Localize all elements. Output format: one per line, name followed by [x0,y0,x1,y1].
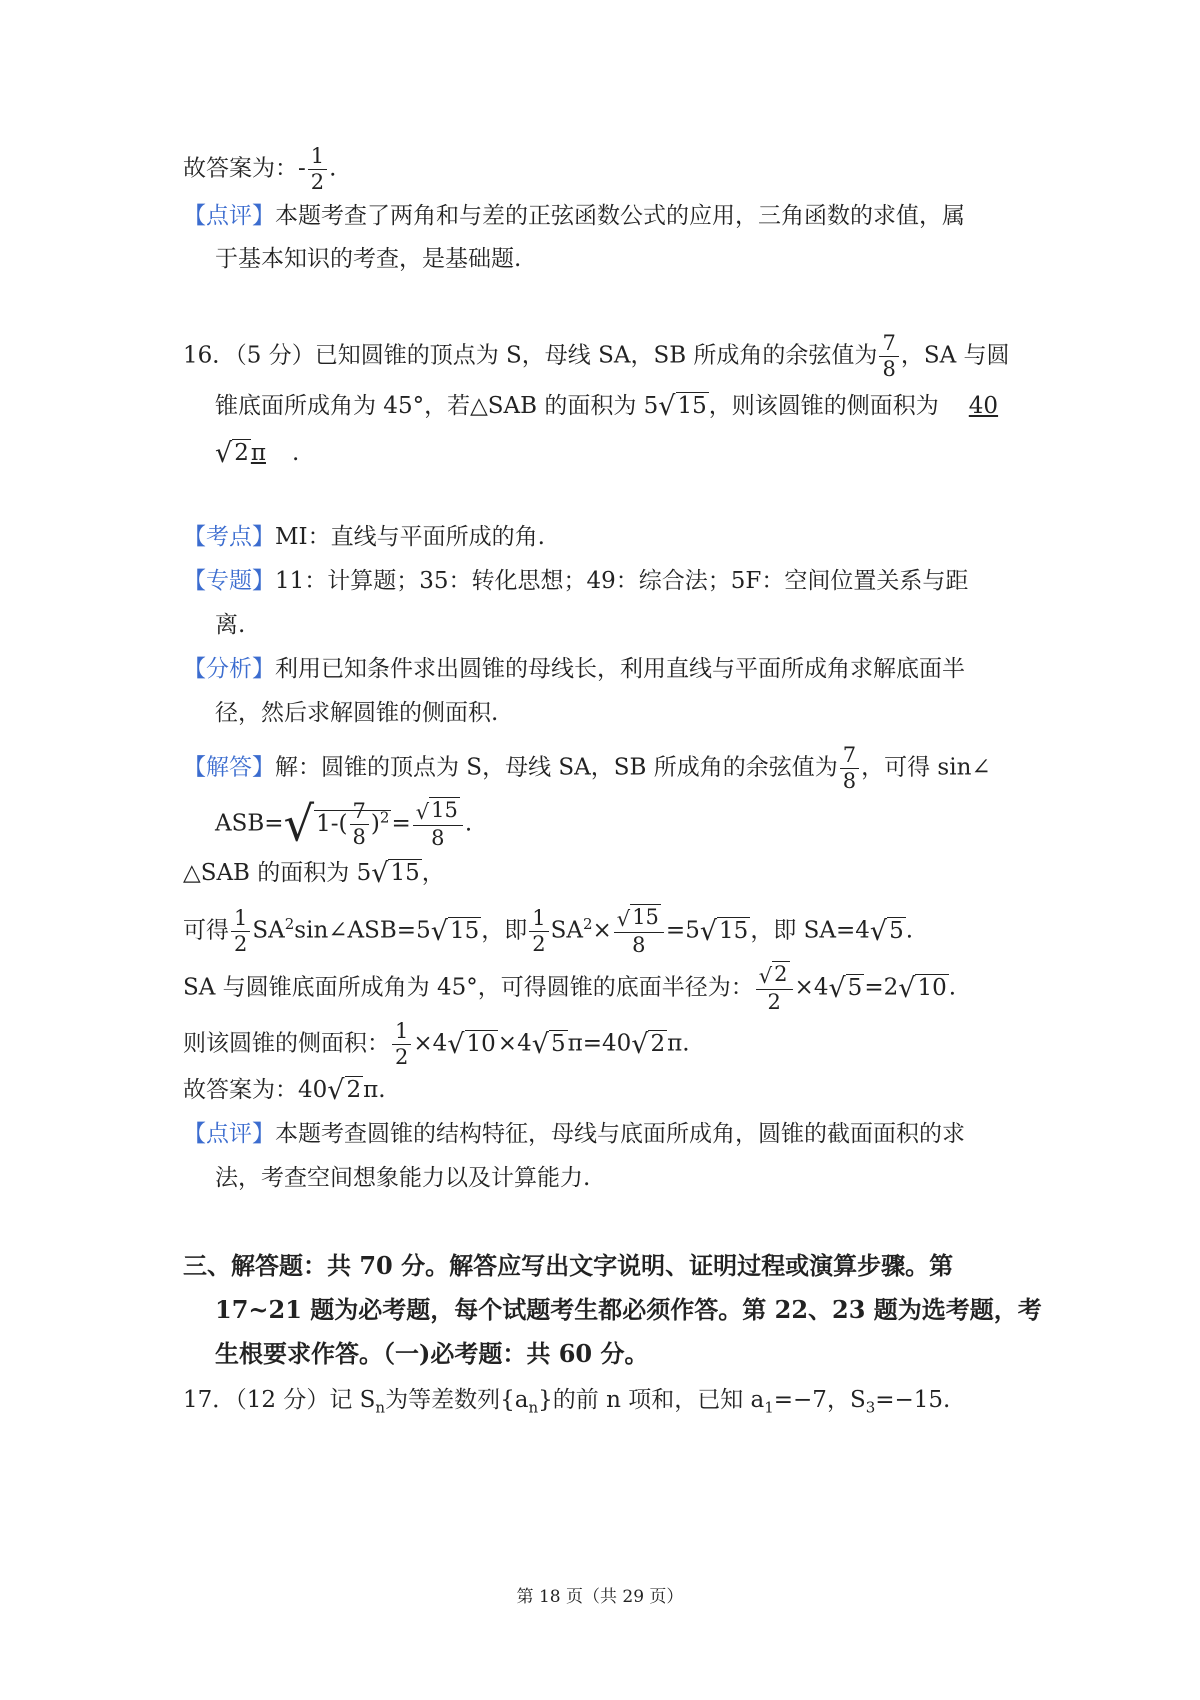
review-text: 于基本知识的考查，是基础题. [215,246,522,272]
jieda-text: ，可得 sin∠ [861,754,991,781]
kaodian-text: MI：直线与平面所成的角. [275,524,545,550]
q16-stem-line-1 [183,333,1010,380]
q16-stem-line-2 [215,390,998,423]
review-text: 法，考查空间想象能力以及计算能力. [215,1165,591,1191]
sqrt-2: √2 [631,1028,666,1060]
review-tag: 【点评】 [183,1121,275,1147]
sqrt-5: √5 [869,915,904,947]
zhuanti-text: 离. [215,612,246,638]
prev-review-line-1 [183,200,965,232]
fraction-7-8: $\frac{7}{8}$ [350,801,369,848]
jieda-area-line: △SAB 的面积为 5√15， [183,858,445,889]
q16-answer-line: 故答案为：40√2π. [183,1075,386,1106]
sqrt-2: √2 [327,1075,362,1106]
sqrt-15: √15 [658,391,707,422]
answer-blank: 40 [968,393,999,419]
sqrt-15: √15 [371,858,420,889]
jieda-asb-line: ASB=√1-( $\frac{7}{8}$ )$^2$= $\frac{√15}{8}$ . [215,796,473,853]
section3-heading-1: 三、解答题：共 70 分。解答应写出文字说明、证明过程或演算步骤。第 [183,1251,954,1280]
fenxi-line-1 [183,653,965,685]
denominator: 2 [310,170,325,194]
sqrt-expression: √1-( $\frac{7}{8}$ )$^2$ [283,796,390,853]
numerator: 7 [879,333,898,357]
prev-answer-line [183,146,336,193]
section3-heading-2: 17~21 题为必考题，每个试题考生都必须作答。第 22、23 题为选考题，考 [215,1295,1042,1324]
fraction-one-half: $\frac{1}{2}$ [529,908,548,955]
q17-stem-line: 17．（12 分）记 $S_n$为等差数列$\{a_n\}$的前 n 项和，已知 $a_1=-7$，$S_3=-15$. [183,1387,951,1417]
q16-stem-line-3: √2π . [215,438,300,469]
review-tag: 【点评】 [183,203,275,229]
fraction-one-half: $\frac{1}{2}$ [231,908,250,955]
jieda-lateral-line: 则该圆锥的侧面积： $\frac{1}{2}$ ×4√10×4√5π=40√2π. [183,1019,690,1069]
sqrt-10: √10 [447,1028,496,1060]
review-text: 本题考查圆锥的结构特征，母线与底面所成角，圆锥的截面面积的求 [275,1121,965,1147]
zhuanti-line-1 [183,565,968,597]
fraction-7-8: $\frac{7}{8}$ [840,745,859,792]
zhuanti-line-2 [215,609,245,641]
prev-review-line-2 [215,243,521,275]
jieda-line-1 [183,745,991,792]
kaodian-tag: 【考点】 [183,524,275,550]
zhuanti-text: 11：计算题；35：转化思想；49：综合法；5F：空间位置关系与距 [275,568,969,594]
jieda-radius-line: SA 与圆锥底面所成角为 45°，可得圆锥的底面半径为： $\frac{√2}{2}$ ×4√5=2√10. [183,962,957,1014]
minus-sign: - [298,155,306,182]
q16-review-line-2 [215,1162,590,1194]
zhuanti-tag: 【专题】 [183,568,275,594]
sqrt-15: √15 [430,915,480,947]
fraction-7-8 [879,333,898,380]
fraction-sqrt15-8: $\frac{√15}{8}$ [413,800,463,849]
fraction-sqrt15-8: $\frac{√15}{8}$ [614,907,664,956]
review-text: 本题考查了两角和与差的正弦函数公式的应用，三角函数的求值，属 [275,203,965,229]
jieda-text: 解：圆锥的顶点为 S，母线 SA，SB 所成角的余弦值为 [275,754,838,781]
kaodian-line [183,521,545,553]
q16-stem: ，SA 与圆 [900,342,1010,369]
answer-blank-continued: √2π [215,438,266,469]
fraction-one-half: $\frac{1}{2}$ [392,1021,411,1068]
section3-heading-3: 生根要求作答。（一)必考题：共 60 分。 [215,1339,649,1368]
numerator: 1 [308,146,327,170]
answer-prefix: 故答案为： [183,155,298,182]
denominator: 8 [882,357,896,381]
q16-stem: 锥底面所成角为 45°，若△SAB 的面积为 5 [215,393,659,419]
sqrt-5: √5 [828,972,863,1004]
q16-stem: ，则该圆锥的侧面积为 [708,393,939,419]
fenxi-text: 利用已知条件求出圆锥的母线长，利用直线与平面所成角求解底面半 [275,656,965,682]
sqrt-5: √5 [531,1028,566,1060]
fraction-one-half [308,146,327,193]
fenxi-tag: 【分析】 [183,656,275,682]
sqrt-10: √10 [898,972,947,1004]
q16-review-line-1 [183,1118,965,1150]
fenxi-line-2 [215,697,498,729]
jieda-step-line: 可得 $\frac{1}{2}$ $SA^2\sin\angle ASB=5√15$，即 $\frac{1}{2}$ $SA^2\times$ $\frac{√15}{8}$ =5√15，即 SA=4√5. [183,905,914,957]
sqrt-2: √2 [215,438,249,469]
page-footer: 第 18 页（共 29 页） [516,1587,684,1607]
period: . [329,155,337,182]
jieda-tag: 【解答】 [183,754,275,781]
q16-stem: 16．（5 分）已知圆锥的顶点为 S，母线 SA，SB 所成角的余弦值为 [183,342,878,369]
fraction-sqrt2-2: $\frac{√2}{2}$ [756,964,793,1013]
fenxi-text: 径，然后求解圆锥的侧面积. [215,700,499,726]
sqrt-15: √15 [699,915,749,947]
